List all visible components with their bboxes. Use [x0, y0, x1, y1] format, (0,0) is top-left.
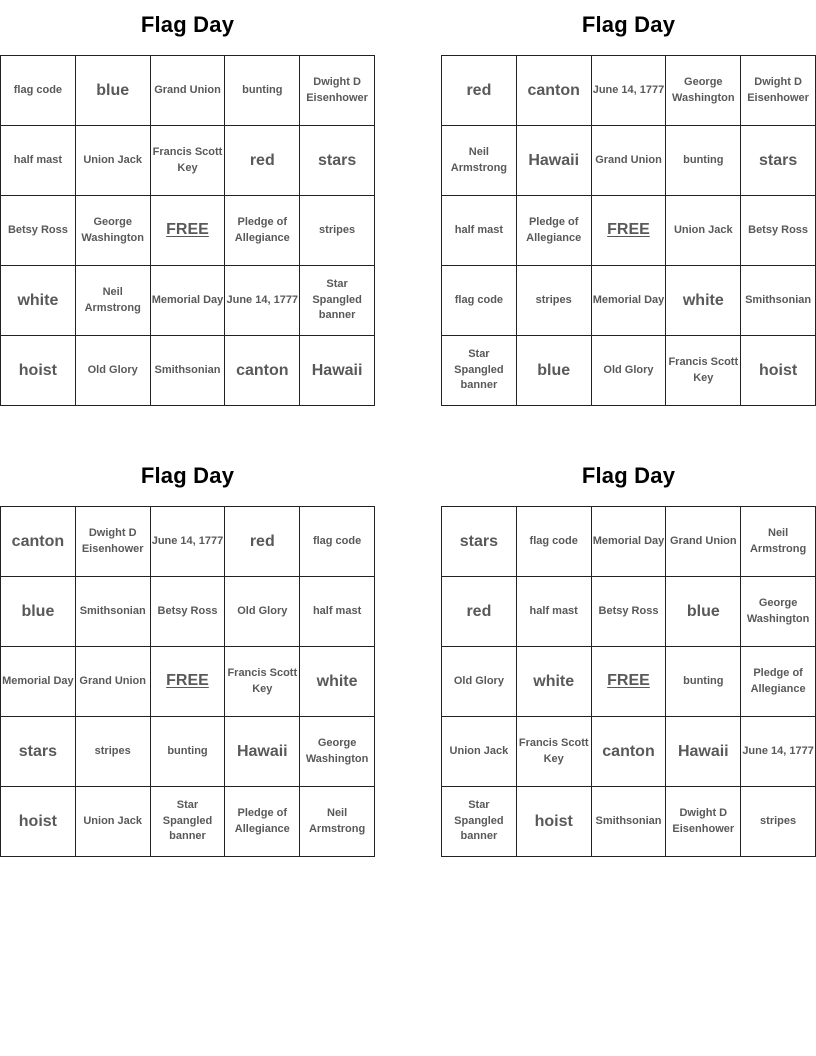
bingo-cell: June 14, 1777 — [592, 56, 667, 126]
bingo-cell: blue — [666, 577, 741, 647]
bingo-cell: white — [300, 647, 375, 717]
bingo-cell: hoist — [1, 336, 76, 406]
bingo-cell: stripes — [517, 266, 592, 336]
bingo-cell: George Washington — [741, 577, 816, 647]
free-space-cell: FREE — [592, 196, 667, 266]
bingo-cell: George Washington — [76, 196, 151, 266]
bingo-cell: Union Jack — [76, 126, 151, 196]
bingo-cell: Hawaii — [300, 336, 375, 406]
bingo-cell: Memorial Day — [592, 266, 667, 336]
bingo-cell: Grand Union — [76, 647, 151, 717]
bingo-cell: Old Glory — [76, 336, 151, 406]
bingo-cell: Grand Union — [666, 507, 741, 577]
bingo-cell: bunting — [666, 126, 741, 196]
bingo-cell: stars — [300, 126, 375, 196]
bingo-cell: flag code — [517, 507, 592, 577]
bingo-cell: Grand Union — [592, 126, 667, 196]
bingo-cell: half mast — [300, 577, 375, 647]
bingo-cell: June 14, 1777 — [225, 266, 300, 336]
card-title: Flag Day — [140, 12, 235, 37]
bingo-cell: Betsy Ross — [151, 577, 226, 647]
bingo-grid — [0, 55, 375, 406]
bingo-cell: Betsy Ross — [741, 196, 816, 266]
bingo-cell: Dwight D Eisenhower — [300, 56, 375, 126]
free-space-cell: FREE — [592, 647, 667, 717]
bingo-cell: stars — [741, 126, 816, 196]
bingo-cell: hoist — [517, 787, 592, 857]
bingo-cell: Star Spangled banner — [442, 787, 517, 857]
free-space-cell: FREE — [151, 196, 226, 266]
bingo-cell: Pledge of Allegiance — [225, 196, 300, 266]
bingo-cell: Pledge of Allegiance — [225, 787, 300, 857]
bingo-cell: Grand Union — [151, 56, 226, 126]
card-title: Flag Day — [581, 463, 676, 488]
bingo-cell: blue — [76, 56, 151, 126]
bingo-cell: Francis Scott Key — [225, 647, 300, 717]
bingo-cell: June 14, 1777 — [741, 717, 816, 787]
bingo-cell: Dwight D Eisenhower — [76, 507, 151, 577]
card-title: Flag Day — [140, 463, 235, 488]
bingo-cell: hoist — [741, 336, 816, 406]
bingo-cell: Old Glory — [592, 336, 667, 406]
bingo-cell: flag code — [442, 266, 517, 336]
bingo-cell: Star Spangled banner — [300, 266, 375, 336]
bingo-cell: canton — [592, 717, 667, 787]
bingo-cell: red — [442, 577, 517, 647]
bingo-cell: Union Jack — [76, 787, 151, 857]
bingo-cell: Union Jack — [442, 717, 517, 787]
bingo-cell: stars — [1, 717, 76, 787]
bingo-cell: Smithsonian — [592, 787, 667, 857]
bingo-cell: bunting — [666, 647, 741, 717]
bingo-cell: stripes — [300, 196, 375, 266]
bingo-cell: Old Glory — [225, 577, 300, 647]
bingo-cell: white — [1, 266, 76, 336]
bingo-cell: Star Spangled banner — [151, 787, 226, 857]
bingo-cell: Francis Scott Key — [666, 336, 741, 406]
bingo-cell: half mast — [517, 577, 592, 647]
bingo-cell: Star Spangled banner — [442, 336, 517, 406]
bingo-cell: canton — [1, 507, 76, 577]
bingo-cell: Francis Scott Key — [517, 717, 592, 787]
bingo-cell: Hawaii — [666, 717, 741, 787]
bingo-cell: Union Jack — [666, 196, 741, 266]
bingo-cell: Neil Armstrong — [442, 126, 517, 196]
bingo-cell: hoist — [1, 787, 76, 857]
bingo-cell: Neil Armstrong — [76, 266, 151, 336]
bingo-cell: Memorial Day — [151, 266, 226, 336]
bingo-cell: Francis Scott Key — [151, 126, 226, 196]
bingo-grid — [441, 506, 816, 857]
bingo-cell: George Washington — [300, 717, 375, 787]
bingo-cell: blue — [517, 336, 592, 406]
bingo-cell: Memorial Day — [1, 647, 76, 717]
bingo-cell: bunting — [225, 56, 300, 126]
bingo-cell: Smithsonian — [741, 266, 816, 336]
bingo-cell: Smithsonian — [151, 336, 226, 406]
bingo-cell: Dwight D Eisenhower — [741, 56, 816, 126]
bingo-cell: flag code — [1, 56, 76, 126]
bingo-cell: half mast — [442, 196, 517, 266]
bingo-cell: canton — [517, 56, 592, 126]
bingo-cell: Hawaii — [225, 717, 300, 787]
bingo-cell: stars — [442, 507, 517, 577]
bingo-cell: red — [225, 126, 300, 196]
bingo-cell: Old Glory — [442, 647, 517, 717]
bingo-cell: June 14, 1777 — [151, 507, 226, 577]
bingo-cell: Smithsonian — [76, 577, 151, 647]
card-title: Flag Day — [581, 12, 676, 37]
bingo-cell: canton — [225, 336, 300, 406]
bingo-cell: George Washington — [666, 56, 741, 126]
bingo-cell: flag code — [300, 507, 375, 577]
free-space-cell: FREE — [151, 647, 226, 717]
bingo-cell: Betsy Ross — [1, 196, 76, 266]
bingo-cell: bunting — [151, 717, 226, 787]
bingo-cell: Memorial Day — [592, 507, 667, 577]
bingo-cell: Hawaii — [517, 126, 592, 196]
bingo-cell: white — [517, 647, 592, 717]
bingo-cell: Pledge of Allegiance — [741, 647, 816, 717]
bingo-cell: half mast — [1, 126, 76, 196]
bingo-grid — [441, 55, 816, 406]
bingo-cell: blue — [1, 577, 76, 647]
bingo-grid — [0, 506, 375, 857]
bingo-cell: white — [666, 266, 741, 336]
bingo-cell: Neil Armstrong — [300, 787, 375, 857]
bingo-cell: Pledge of Allegiance — [517, 196, 592, 266]
bingo-cell: red — [225, 507, 300, 577]
bingo-cell: Betsy Ross — [592, 577, 667, 647]
bingo-cell: stripes — [741, 787, 816, 857]
bingo-cell: stripes — [76, 717, 151, 787]
bingo-cell: red — [442, 56, 517, 126]
bingo-cell: Dwight D Eisenhower — [666, 787, 741, 857]
bingo-cell: Neil Armstrong — [741, 507, 816, 577]
